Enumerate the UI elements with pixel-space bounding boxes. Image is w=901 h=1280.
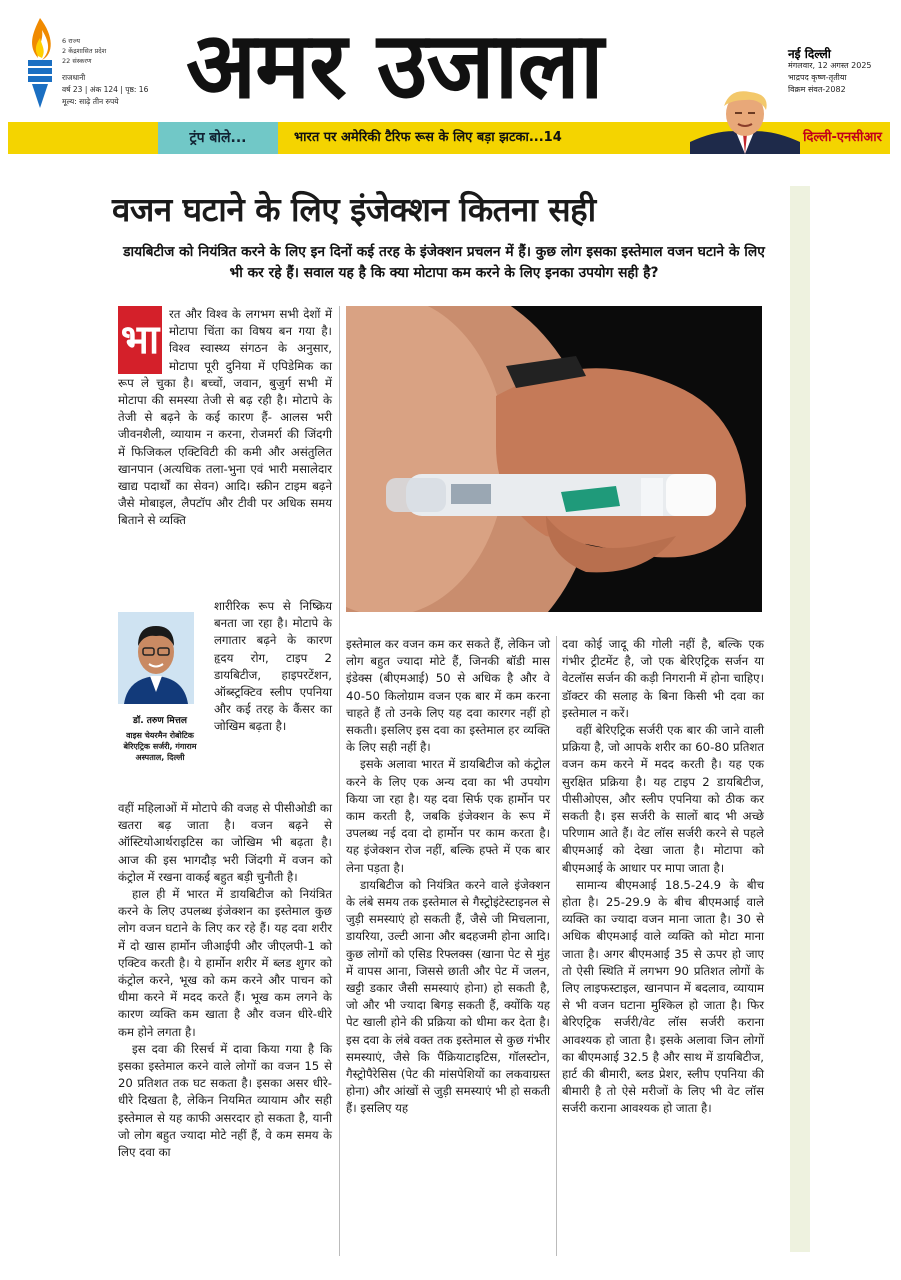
- paragraph: इसके अलावा भारत में डायबिटीज को कंट्रोल करने के लिए एक अन्य दवा का भी उपयोग किया जा रहा है। यह दवा सिर्फ एक हार्मोन पर काम करती है, जबकि इंजेक्शन के रूप में उपलब्ध नई दवा दो हार्मोन पर काम करता है। यह इंजेक्शन रोज नहीं, बल्कि हफ्ते में एक बार लेना पड़ता है।: [346, 757, 550, 875]
- paragraph: इस दवा की रिसर्च में दावा किया गया है कि इसका इस्तेमाल करने वाले लोगों का वजन 15 से 20 प्रतिशत तक घट सकता है। इसका असर धीरे-धीरे दिखता है, लेकिन नियमित व्यायाम और सही इस्तेमाल से यह काफी असरदार हो सकता है, यानी जो लोग बहुत ज्यादा मोटे नहीं हैं, वे कम समय के लिए दवा का: [118, 1041, 332, 1160]
- author-portrait-icon: [118, 612, 194, 704]
- article-deck: डायबिटीज को नियंत्रित करने के लिए इन दिनों कई तरह के इंजेक्शन प्रचलन में हैं। कुछ लोग इसका इस्तेमाल वजन घटाने के लिए भी कर रहे हैं। सवाल यह है कि क्या मोटापा कम करने के लिए इनका उपयोग सही है?: [123, 244, 765, 281]
- column-3: [562, 636, 764, 1118]
- edition-list: [62, 36, 106, 66]
- injection-pen-icon: [346, 306, 762, 612]
- side-margin-bar: [790, 186, 810, 1252]
- date-meta: [788, 48, 898, 96]
- column-1-side-text: शारीरिक रूप से निष्क्रिय बनता जा रहा है। मोटापे के लगातार बढ़ने के कारण हृदय रोग, टाइप 2 डायबिटीज, हाइपरटेंशन, ऑब्स्ट्रक्टिव स्लीप एपनिया और कई तरह के कैंसर का जोखिम बढ़ता है।: [214, 599, 332, 734]
- date: मंगलवार, 12 अगस्त 2025: [788, 61, 872, 70]
- capital-label: राजधानी: [62, 73, 86, 82]
- strip-city[interactable]: दिल्ली-एनसीआर: [803, 130, 882, 145]
- article-headline: वजन घटाने के लिए इंजेक्शन कितना सही: [112, 190, 596, 229]
- dropcap: भा: [118, 306, 162, 374]
- newspaper-brand[interactable]: अमर उजाला: [186, 14, 603, 118]
- column-rule: [339, 306, 340, 1256]
- paragraph: वहीं महिलाओं में मोटापे की वजह से पीसीओडी का खतरा बढ़ जाता है। वजन बढ़ने से ऑस्टियोआर्थराइटिस का जोखिम भी बढ़ता है। आज की इस भागदौड़ भरी जिंदगी में वजन को कंट्रोल में रखना वाकई बहुत बड़ी चुनौती है।: [118, 801, 332, 884]
- author-photo: [118, 612, 194, 704]
- column-1-intro: [118, 306, 332, 530]
- paragraph: सामान्य बीएमआई 18.5-24.9 के बीच होता है। 25-29.9 के बीच बीएमआई वाले व्यक्ति का ज्यादा वजन माना जाता है। 30 से अधिक बीएमआई वाले व्यक्ति को मोटा माना जाता है। अगर बीएमआई 35 से ऊपर हो जाए तो ऐसी स्थिति में लगभग 90 प्रतिशत लोगों के लिए लाइफस्टाइल, खानपान में बदलाव, व्यायाम से भी वजन घटाना मुश्किल हो जाता है। फिर बेरिएट्रिक सर्जरी/वेट लॉस सर्जरी कराना आवश्यक हो जाता है। इसके अलावा जिन लोगों का बीएमआई 32.5 है और साथ में डायबिटीज, हार्ट की बीमारी, ब्लड प्रेशर, स्लीप एपनिया की बीमारी है तो ऐसे मरीजों के लिए भी वेट लॉस सर्जरी कराना आवश्यक हो जाता है।: [562, 877, 764, 1116]
- paragraph: दवा कोई जादू की गोली नहीं है, बल्कि एक गंभीर ट्रीटमेंट है, जो एक बेरिएट्रिक सर्जन या वेटलॉस सर्जन की कड़ी निगरानी में होना चाहिए। डॉक्टर की सलाह के बिना किसी भी दवा का इस्तेमाल न करें।: [562, 637, 764, 720]
- hindu-date: भाद्रपद कृष्ण-तृतीया: [788, 73, 847, 82]
- torch-pen-logo-icon: [24, 16, 56, 112]
- city: नई दिल्ली: [788, 47, 831, 61]
- edition-uts: 2 केंद्रशासित प्रदेश: [62, 47, 107, 55]
- trump-photo-icon: [690, 88, 800, 154]
- strip-headline[interactable]: भारत पर अमेरिकी टैरिफ रूस के लिए बड़ा झटका...14: [294, 130, 562, 145]
- edition-count: 22 संस्करण: [62, 57, 92, 65]
- paragraph: डायबिटीज को नियंत्रित करने वाले इंजेक्शन के लंबे समय तक इस्तेमाल से गैस्ट्रोइंटेस्टाइनल से जुड़ी समस्याएं हो सकती हैं, जैसे जी मिचलाना, डायरिया, उल्टी आना और बदहजमी होना आदि। कुछ लोगों को एसिड रिफ्लक्स (खाना पेट से मुंह में वापस आना, जिससे छाती और पेट में जलन, खट्टी डकार जैसी समस्याएं होना) हो सकती है, जो और भी ज्यादा बिगड़ सकती हैं, क्योंकि यह पेट खाली होने की प्रक्रिया को धीमा कर देता है। इस दवा के लंबे वक्त तक इस्तेमाल से कुछ गंभीर समस्याएं, जैसे कि पैंक्रियाटाइटिस, गॉलस्टोन, गैस्ट्रोपैरेसिस (पेट की मांसपेशियों का लकवाग्रस्त होना) और आंखों से जुड़ी समस्याएं भी हो सकती हैं। इसलिए यह: [346, 877, 551, 1116]
- column-2: [346, 636, 550, 1118]
- intro-text: रत और विश्व के लगभग सभी देशों में मोटापा चिंता का विषय बन गया है। विश्व स्वास्थ्य संगठन के अनुसार, मोटापा पूरी दुनिया में एपिडेमिक का रूप ले चुका है। बच्चों, जवान, बुजुर्ग सभी में मोटापा की समस्या तेजी से बढ़ रही है। मोटापे के तेजी से बढ़ने के कई कारण हैं- आलस भरी जीवनशैली, व्यायाम न करना, रोजमर्रा की जिंदगी में फिजिकल एक्टिविटी की कमी और असंतुलित खानपान (अत्यधिक तला-भुना एवं भारी मसालेदार खाद्य पदार्थों का सेवन) आदि। स्क्रीन टाइम बढ़ने जैसे मोबाइल, लैपटॉप और टीवी पर अधिक समय बिताने से व्यक्ति: [118, 307, 332, 528]
- price: मूल्य: साढ़े तीन रुपये: [62, 97, 119, 106]
- strip-tag[interactable]: ट्रंप बोले...: [158, 122, 278, 154]
- column-rule: [556, 636, 557, 1256]
- edition-states: 6 राज्य: [62, 37, 81, 45]
- paragraph: हाल ही में भारत में डायबिटीज को नियंत्रित करने के लिए उपलब्ध इंजेक्शन का इस्तेमाल कुछ लोग वजन घटाने के लिए कर रहे हैं। यह दवा शरीर में दो खास हार्मोन जीआईपी और जीएलपी-1 को एक्टिव करती है। ये हार्मोन शरीर में ब्लड शुगर को कंट्रोल करने, भूख को कम करने और पाचन को धीमा करने में मदद करते हैं। भूख कम लगने के कारण व्यक्ति कम खाता है और वजन धीरे-धीरे कम होने लगता है।: [118, 887, 332, 1039]
- author-name: डॉ. तरुण मित्तल: [133, 716, 187, 726]
- column-1-rest: [118, 800, 332, 1161]
- issue-number: वर्ष 23 | अंक 124 | पृष्ठ: 16: [62, 85, 149, 94]
- paragraph: इस्तेमाल कर वजन कम कर सकते हैं, लेकिन जो लोग बहुत ज्यादा मोटे हैं, जिनकी बॉडी मास इंडेक्स (बीएमआई) 50 से अधिक है और वे 40-50 किलोग्राम वजन एक बार में कम करना चाहते हैं तो उनके लिए यह दवा कारगर नहीं हो सकती। इसलिए इस दवा का इस्तेमाल हर व्यक्ति के लिए सही नहीं है।: [346, 637, 550, 755]
- injection-pen-photo: [346, 306, 762, 612]
- vikram-samvat: विक्रम संवत-2082: [788, 85, 846, 94]
- author-designation: वाइस चेयरमैन रोबोटिक बेरिएट्रिक सर्जरी, गंगाराम अस्पताल, दिल्ली: [123, 731, 197, 762]
- paragraph: वहीं बेरिएट्रिक सर्जरी एक बार की जाने वाली प्रक्रिया है, जो आपके शरीर का 60-80 प्रतिशत वजन कम करने में मदद करती है। यह एक सुरक्षित प्रक्रिया है। यह टाइप 2 डायबिटीज, पीसीओएस, और स्लीप एपनिया को ठीक कर सकती है। इस सर्जरी के सालों बाद भी अच्छे परिणाम आते हैं। वेट लॉस सर्जरी करने से पहले बीएमआई को देखा जाता है। मोटापा को बीएमआई के आधार पर मापा जाता है।: [562, 723, 764, 875]
- issue-meta: [62, 72, 148, 108]
